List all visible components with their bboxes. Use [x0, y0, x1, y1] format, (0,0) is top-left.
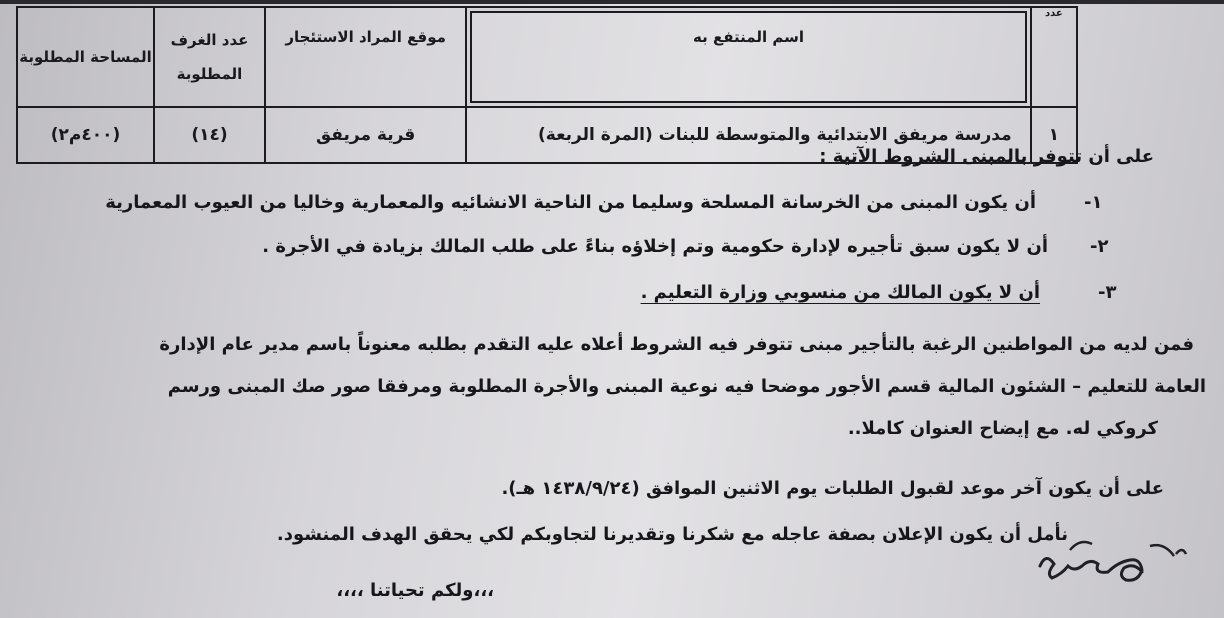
paragraph-line: كروكي له. مع إيضاح العنوان كاملا..	[847, 418, 1158, 439]
row-location: قرية مريفق	[265, 107, 467, 163]
paragraph-line: العامة للتعليم – الشئون المالية قسم الأجور موضحا فيه نوعية المبنى والأجرة المطلوبة ومرفقا صور صك المبنى ورسم	[167, 376, 1206, 397]
header-rooms: عدد الغرف المطلوبة	[154, 7, 265, 107]
table-header-row	[17, 7, 1077, 107]
condition-number: -٣	[1098, 282, 1117, 303]
header-beneficiary: اسم المنتفع به	[466, 7, 1030, 107]
header-location: موقع المراد الاستئجار	[265, 7, 467, 107]
condition-text: أن لا يكون المالك من منسوبي وزارة التعليم .	[640, 282, 1040, 303]
header-area: المساحة المطلوبة	[17, 7, 154, 107]
signature-icon	[1030, 528, 1190, 598]
greeting-text: ،،،ولكم تحياتنا ،،،،	[336, 580, 494, 601]
condition-text: أن يكون المبنى من الخرسانة المسلحة وسليما من الناحية الانشائيه والمعمارية وخاليا من العيوب المعمارية	[105, 192, 1036, 213]
condition-number: -٢	[1090, 236, 1109, 257]
closing-text: نأمل أن يكون الإعلان بصفة عاجله مع شكرنا وتقديرنا لتجاوبكم لكي يحقق الهدف المنشود.	[276, 524, 1068, 545]
row-number: ١	[1031, 107, 1077, 163]
property-table	[16, 6, 1078, 164]
deadline-text: على أن يكون آخر موعد لقبول الطلبات يوم الاثنين الموافق (١٤٣٨/٩/٢٤ هـ).	[501, 478, 1164, 499]
header-number: عدد	[1031, 7, 1077, 107]
row-rooms: (١٤)	[154, 107, 265, 163]
row-area: (٤٠٠م٢)	[17, 107, 154, 163]
row-beneficiary: مدرسة مريفق الابتدائية والمتوسطة للبنات (المرة الربعة)	[466, 107, 1030, 163]
top-border	[0, 0, 1224, 4]
condition-number: -١	[1084, 192, 1103, 213]
paragraph-line: فمن لديه من المواطنين الرغبة بالتأجير مبنى تتوفر فيه الشروط أعلاه عليه التقدم بطلبه معنوناً باسم مدير عام الإدارة	[159, 334, 1194, 355]
conditions-intro: على أن تتوفر بالمبنى الشروط الآتية :	[819, 146, 1154, 167]
condition-text: أن لا يكون سبق تأجيره لإدارة حكومية وتم إخلاؤه بناءً على طلب المالك بزيادة في الأجرة .	[262, 236, 1048, 257]
